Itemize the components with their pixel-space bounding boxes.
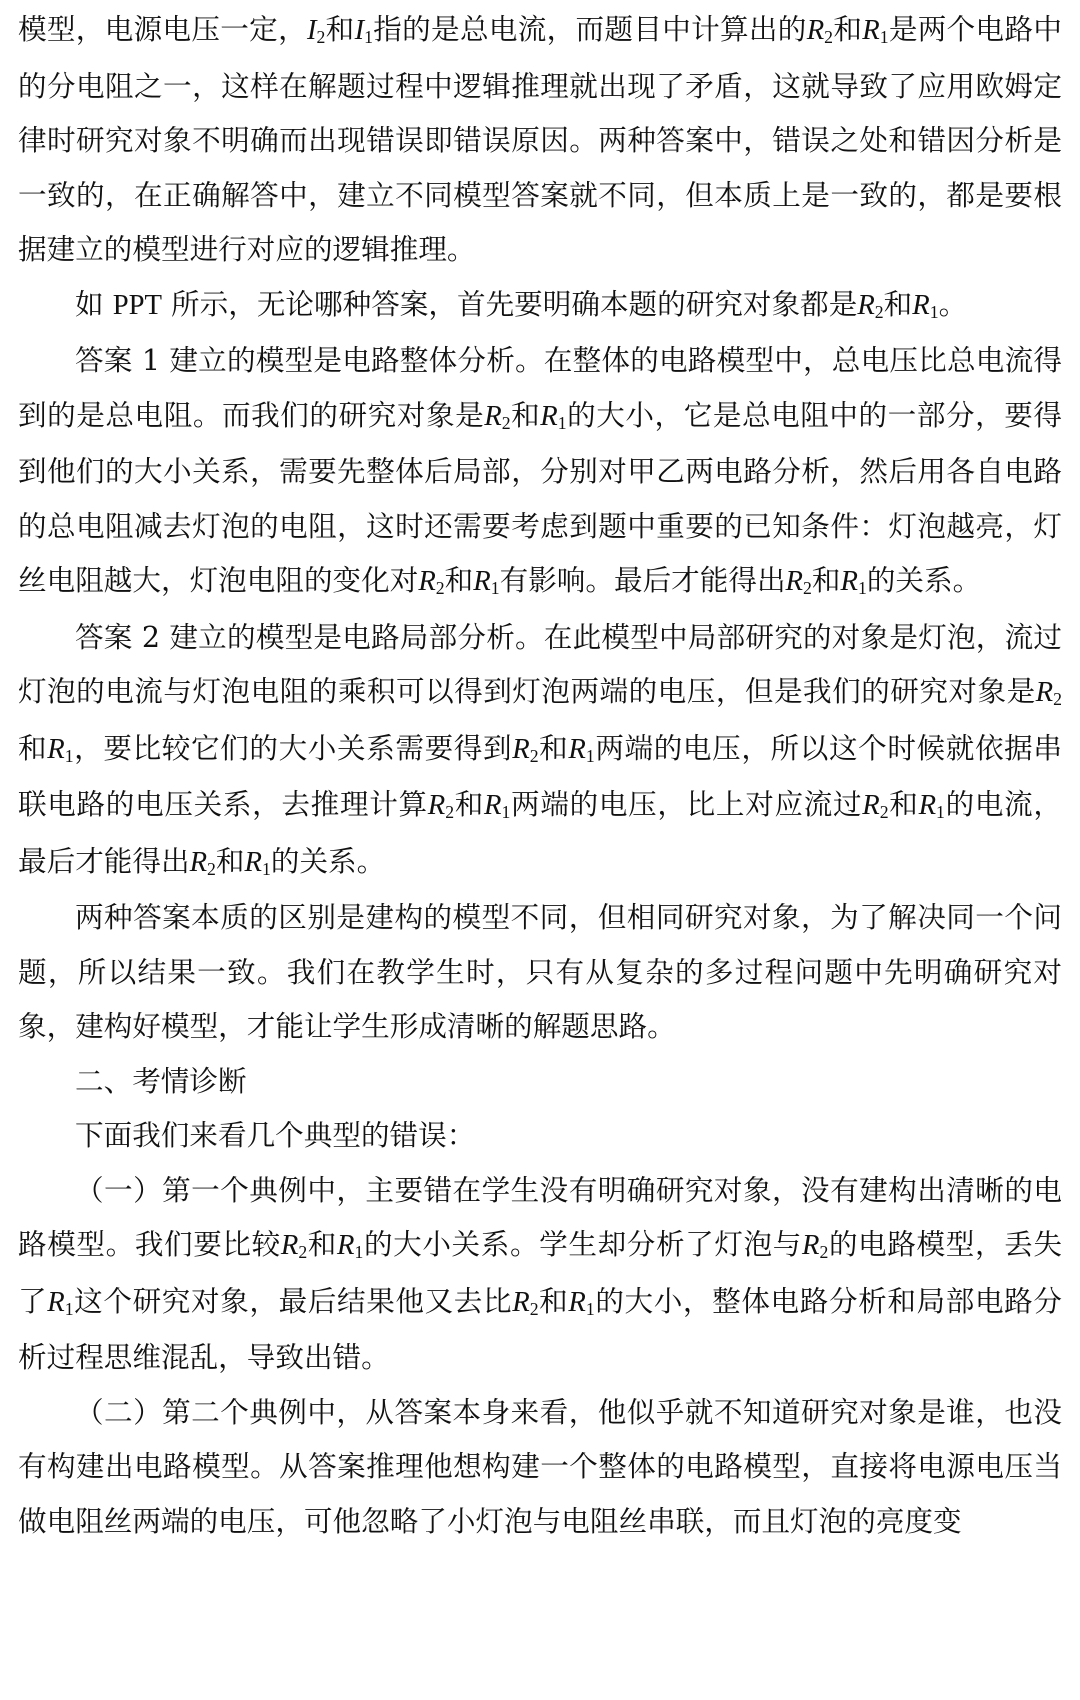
math-variable — [473, 566, 499, 597]
paragraph-p3 — [18, 610, 1062, 891]
variable-letter: R — [280, 1230, 299, 1261]
variable-subscript: 2 — [874, 301, 884, 322]
variable-letter: R — [857, 289, 875, 321]
text-run: 的电流，最后才能得出 — [18, 787, 1062, 878]
variable-subscript: 1 — [929, 301, 939, 322]
text-run: ，要比较它们的大小关系需要得到 — [73, 730, 513, 765]
variable-letter: I — [354, 15, 365, 46]
paragraph-p7 — [18, 1163, 1062, 1385]
text-run: 和 — [307, 1227, 337, 1261]
text-run: 二、考情诊断 — [75, 1063, 247, 1098]
text-run: 的大小，它是总电阻中的一部分，要得到他们的大小关系，需要先整体后局部，分别对甲乙两电路分析，然后用各自电路的总电阻减去灯泡的电阻，这时还需要考虑到题中重要的已知条件：灯泡越亮，灯丝电阻越大，灯泡电阻的变化对 — [18, 397, 1062, 597]
text-run: 和 — [444, 563, 474, 597]
variable-letter: R — [862, 15, 880, 46]
math-variable — [307, 15, 325, 46]
variable-letter: R — [568, 1286, 586, 1318]
math-variable — [568, 734, 594, 765]
paragraph-p0 — [18, 2, 1062, 277]
math-variable — [540, 401, 566, 432]
text-run: 的大小关系。学生却分析了灯泡与 — [363, 1227, 802, 1261]
text-run: 答案 2 建立的模型是电路局部分析。在此模型中局部研究的对象是灯泡，流过灯泡的电流与灯泡电阻的乘积可以得到灯泡两端的电压，但是我们的研究对象是 — [18, 619, 1062, 708]
variable-subscript: 1 — [936, 801, 945, 822]
math-variable — [862, 790, 888, 821]
variable-letter: R — [427, 790, 446, 821]
variable-subscript: 2 — [529, 745, 539, 766]
variable-letter: R — [484, 400, 502, 432]
variable-subscript: 2 — [298, 1241, 308, 1262]
variable-subscript: 2 — [445, 801, 455, 822]
text-run: （一）第一个典例中，主要错在学生没有明确研究对象，没有建构出清晰的电路模型。我们要比较 — [18, 1172, 1062, 1261]
variable-letter: R — [47, 1286, 65, 1318]
paragraph-p1 — [18, 277, 1062, 334]
variable-letter: R — [484, 790, 502, 821]
math-variable — [1036, 677, 1062, 708]
math-variable — [190, 847, 216, 878]
variable-letter: R — [806, 15, 825, 46]
text-run: （二）第二个典例中，从答案本身来看，他似乎就不知道研究对象是谁，也没有构建出电路模型。从答案推理他想构建一个整体的电路模型，直接将电源电压当做电阻丝两端的电压，可他忽略了小灯泡与电阻丝串联，而且灯泡的亮度变 — [18, 1394, 1062, 1538]
variable-subscript: 2 — [435, 577, 445, 598]
variable-subscript: 1 — [354, 1241, 364, 1262]
variable-letter: R — [337, 1230, 355, 1261]
variable-subscript: 1 — [857, 577, 867, 598]
variable-subscript: 2 — [1053, 688, 1062, 709]
variable-subscript: 2 — [207, 858, 216, 879]
text-run: 如 — [75, 286, 113, 321]
math-variable — [355, 15, 373, 46]
text-run: 和 — [883, 286, 913, 321]
paragraph-p5 — [18, 1054, 1062, 1109]
paragraph-p8 — [18, 1385, 1062, 1549]
variable-subscript: 1 — [585, 1298, 595, 1319]
text-run: 答案 1 建立的模型是电路整体分析。在整体的电路模型中，总电压比总电流得到的是总电阻。而我们的研究对象是 — [18, 343, 1062, 432]
variable-subscript: 1 — [490, 577, 500, 598]
text-run: 所示，无论哪种答案，首先要明确本题的研究对象都是 — [161, 286, 858, 321]
math-variable — [862, 15, 888, 46]
text-run: 和 — [811, 563, 841, 597]
text-run: 和 — [215, 843, 245, 878]
text-run: 两种答案本质的区别是建构的模型不同，但相同研究对象，为了解决同一个问题，所以结果一致。我们在教学生时，只有从复杂的多过程问题中先明确研究对象，建构好模型，才能让学生形成清晰的解题思路。 — [18, 900, 1062, 1043]
math-variable — [47, 1287, 73, 1318]
variable-letter: R — [862, 790, 880, 821]
math-variable — [512, 1287, 538, 1318]
variable-letter: R — [802, 1230, 820, 1261]
text-run: 和 — [538, 730, 569, 765]
text-run: 和 — [538, 1283, 569, 1318]
variable-subscript: 2 — [803, 577, 812, 598]
math-variable — [919, 790, 945, 821]
text-run: 的大小，整体电路分析和局部电路分析过程思维混乱，导致出错。 — [18, 1283, 1062, 1374]
text-run: 有影响。最后才能得出 — [499, 563, 786, 597]
math-variable — [912, 290, 938, 321]
math-variable — [484, 401, 510, 432]
variable-letter: R — [47, 733, 65, 765]
math-variable — [512, 734, 538, 765]
math-variable — [337, 1230, 363, 1261]
math-variable — [281, 1230, 307, 1261]
variable-letter: R — [189, 846, 208, 878]
text-run: 模型，电源电压一定， — [18, 12, 307, 46]
text-run: 。 — [938, 286, 968, 321]
variable-subscript: 2 — [879, 801, 889, 822]
math-variable — [857, 290, 883, 321]
math-variable — [786, 566, 812, 597]
document-page — [18, 2, 1062, 1548]
text-run: 的关系。 — [270, 843, 386, 878]
variable-letter: R — [785, 566, 804, 597]
variable-letter: I — [306, 15, 317, 46]
variable-letter: R — [512, 733, 530, 765]
text-run: 的电路模型，丢失了 — [18, 1227, 1062, 1318]
variable-letter: R — [512, 1286, 530, 1318]
math-variable — [484, 790, 510, 821]
variable-letter: R — [418, 566, 436, 597]
text-run: 和 — [454, 787, 485, 821]
math-variable — [568, 1287, 594, 1318]
text-run: 指的是总电流，而题目中计算出的 — [372, 12, 807, 46]
variable-letter: R — [473, 566, 491, 597]
paragraph-p6 — [18, 1108, 1062, 1163]
variable-subscript: 1 — [64, 745, 74, 766]
variable-subscript: 1 — [261, 858, 271, 879]
text-run: 和 — [510, 397, 541, 432]
math-variable — [840, 566, 866, 597]
latin-text: PPT — [112, 289, 162, 321]
math-variable — [802, 1230, 828, 1261]
text-run: 和 — [325, 12, 355, 46]
variable-subscript: 2 — [819, 1241, 829, 1262]
variable-letter: R — [1035, 677, 1054, 708]
text-run: 下面我们来看几个典型的错误： — [75, 1118, 476, 1152]
text-run: 两端的电压，比上对应流过 — [510, 787, 863, 821]
variable-subscript: 1 — [364, 26, 373, 47]
variable-letter: R — [912, 289, 930, 321]
variable-letter: R — [540, 400, 558, 432]
variable-letter: R — [840, 566, 858, 597]
variable-subscript: 2 — [824, 26, 834, 47]
math-variable — [418, 566, 444, 597]
text-run: 是两个电路中的分电阻之一，这样在解题过程中逻辑推理就出现了矛盾，这就导致了应用欧姆定律时研究对象不明确而出现错误即错误原因。两种答案中，错误之处和错因分析是一致的，在正确解答中，建立不同模型答案就不同，但本质上是一致的，都是要根据建立的模型进行对应的逻辑推理。 — [18, 12, 1062, 266]
math-variable — [807, 15, 833, 46]
text-run: 和 — [888, 787, 919, 821]
math-variable — [428, 790, 454, 821]
text-run: 两端的电压，所以这个时候就依据串联电路的电压关系，去推理计算 — [18, 730, 1062, 821]
variable-subscript: 2 — [529, 1298, 539, 1319]
variable-subscript: 1 — [501, 801, 511, 822]
variable-letter: R — [918, 790, 937, 821]
text-run: 这个研究对象，最后结果他又去比 — [73, 1283, 513, 1318]
paragraph-p2 — [18, 333, 1062, 610]
text-run: 和 — [833, 12, 863, 46]
variable-subscript: 1 — [879, 26, 889, 47]
variable-subscript: 2 — [501, 412, 511, 433]
text-run: 的关系。 — [866, 563, 982, 597]
variable-subscript: 2 — [316, 26, 326, 47]
text-run: 和 — [18, 730, 48, 765]
variable-subscript: 1 — [64, 1298, 74, 1319]
variable-subscript: 1 — [585, 745, 595, 766]
variable-letter: R — [568, 733, 586, 765]
variable-subscript: 1 — [557, 412, 567, 433]
paragraph-p4 — [18, 890, 1062, 1054]
variable-letter: R — [244, 846, 262, 878]
math-variable — [245, 847, 271, 878]
math-variable — [47, 734, 73, 765]
